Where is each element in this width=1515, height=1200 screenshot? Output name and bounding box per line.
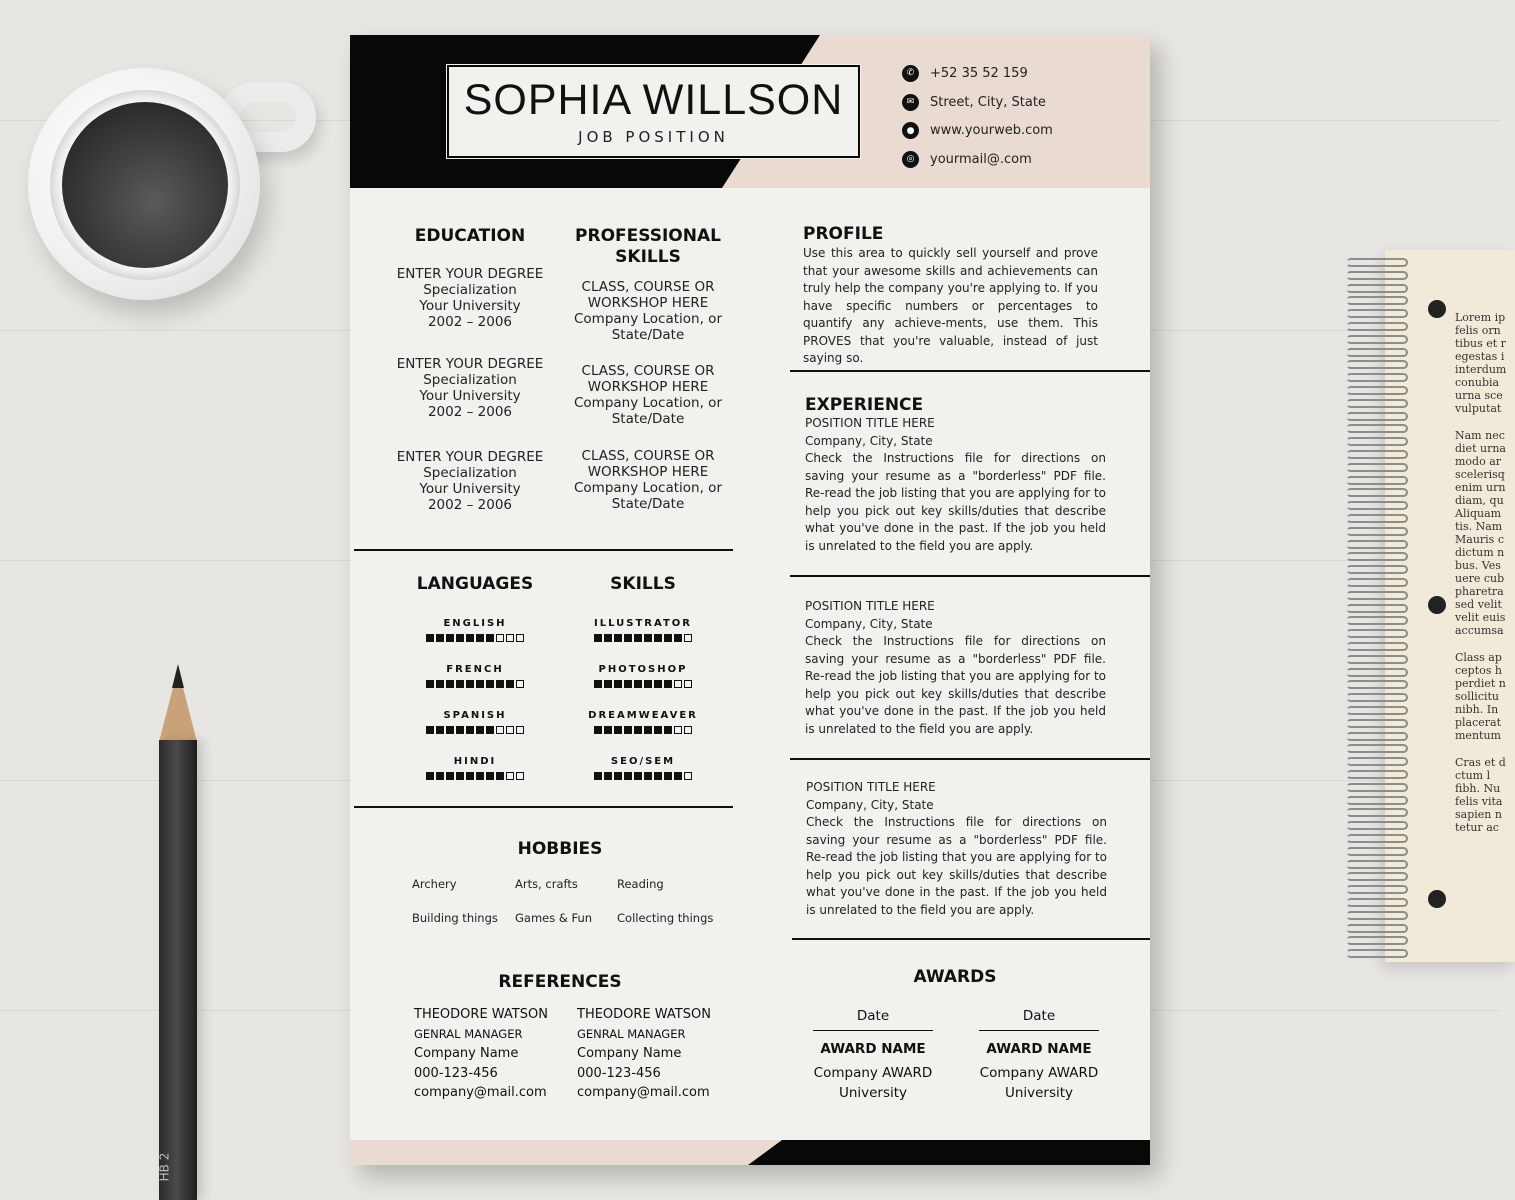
rating-label: HINDI [453,756,497,767]
award-item [813,1008,933,1103]
rating-square-filled [456,726,464,734]
course-date: State/Date [611,411,685,427]
rating-square-filled [466,726,474,734]
notebook-hole [1428,300,1446,318]
rating-square-filled [634,634,642,642]
spiral-ring [1346,706,1408,715]
position-title: POSITION TITLE HERE [805,416,935,430]
rating-square-empty [674,680,682,688]
award-university: University [838,1085,908,1101]
course-name: CLASS, COURSE OR [581,448,715,464]
rating-square-filled [614,726,622,734]
rating-bar [563,726,723,734]
rating-square-filled [634,726,642,734]
profile-text: Use this area to quickly sell yourself and prove that your awesome skills and achievements can truly help the company you're applying to. If you have specific numbers or percentages to quantify any achieve-ments, use them. This PROVES that you're valuable, instead of just saying so. [803,246,1098,365]
experience-item [806,779,1107,919]
section-heading: HOBBIES [517,839,603,859]
rating-square-filled [426,634,434,642]
spiral-ring [1346,591,1408,600]
years: 2002 – 2006 [427,314,513,330]
position-description: Check the Instructions file for directions on saving your resume as a "borderless" PDF file. Re-read the job listing that you are applying for to help you pick out key skills/duties that describe what you've done in the past. If the job you held is unrelated to the field you are apply. [805,451,1106,553]
spiral-ring [1346,757,1408,766]
rating-square-filled [446,772,454,780]
rating-square-filled [644,680,652,688]
rating-item [395,710,555,756]
spiral-ring [1346,309,1408,318]
pencil-label: HB 2 [157,1152,172,1182]
spiral-ring [1346,360,1408,369]
rating-square-filled [654,634,662,642]
rating-square-filled [654,772,662,780]
hobby-item: Games & Fun [515,911,593,925]
divider [790,370,1150,372]
spiral-ring [1346,322,1408,331]
section-heading: SKILLS [615,247,681,267]
rating-bar [395,680,555,688]
rating-square-filled [486,726,494,734]
education-item [390,356,550,420]
spiral-ring [1346,911,1408,920]
rating-square-empty [516,772,524,780]
rating-square-filled [614,634,622,642]
spiral-ring [1346,565,1408,574]
rating-square-empty [506,634,514,642]
rating-item [563,664,723,710]
rating-square-filled [624,634,632,642]
globe-icon: ◎ [902,151,919,168]
spiral-ring [1346,373,1408,382]
rating-label: SEO/SEM [610,756,676,767]
rating-square-empty [684,680,692,688]
rating-item [395,618,555,664]
contact-text: yourmail@.com [930,151,1032,167]
rating-square-filled [476,680,484,688]
hobby-item: Collecting things [617,911,714,925]
position-company: Company, City, State [806,797,934,812]
course-location: Company Location, or [573,395,722,411]
experience-item [805,395,1106,555]
rating-square-filled [634,680,642,688]
reference-title: GENRAL MANAGER [577,1026,686,1041]
hobby-item: Arts, crafts [515,877,578,891]
rating-square-empty [516,726,524,734]
reference-email: company@mail.com [577,1085,710,1100]
rating-item [395,664,555,710]
rating-square-filled [654,680,662,688]
spiral-ring [1346,821,1408,830]
rating-square-filled [644,726,652,734]
notebook-hole [1428,890,1446,908]
contact-phone [902,59,1053,88]
specialization: Specialization [423,465,517,481]
spiral-ring [1346,348,1408,357]
rating-square-filled [486,680,494,688]
spiral-ring [1346,936,1408,945]
spiral-ring [1346,399,1408,408]
rating-square-filled [496,772,504,780]
spiral-ring [1346,655,1408,664]
references-section [480,972,640,992]
hobby-item: Building things [412,911,498,925]
rating-square-empty [496,726,504,734]
rating-square-filled [446,726,454,734]
university: Your University [419,298,521,314]
specialization: Specialization [423,282,517,298]
rating-square-filled [664,726,672,734]
degree: ENTER YOUR DEGREE [396,356,544,372]
pencil-lead [172,664,184,688]
years: 2002 – 2006 [427,497,513,513]
rating-square-filled [456,634,464,642]
contact-list [902,59,1053,174]
reference-phone: 000-123-456 [577,1065,661,1081]
spiral-ring [1346,335,1408,344]
hobby-item: Archery [412,877,457,891]
professional-skills-section [568,226,728,268]
pencil [159,740,197,1200]
divider [790,758,1150,760]
rating-square-filled [624,772,632,780]
location-pin-icon: ● [902,122,919,139]
course-location: Company Location, or [573,480,722,496]
profile-section [803,224,1098,368]
course-name: CLASS, COURSE OR [581,279,715,295]
rating-square-filled [664,634,672,642]
spiral-ring [1346,514,1408,523]
rating-square-filled [674,772,682,780]
rating-square-empty [496,634,504,642]
rating-square-empty [674,726,682,734]
university: Your University [419,481,521,497]
reference-name: THEODORE WATSON [577,1007,711,1022]
rating-bar [395,726,555,734]
notebook-hole [1428,596,1446,614]
position-company: Company, City, State [805,616,933,631]
rating-square-filled [456,680,464,688]
award-name: AWARD NAME [820,1041,926,1057]
rating-square-filled [466,634,474,642]
contact-email [902,145,1053,174]
spiral-ring [1346,783,1408,792]
spiral-ring [1346,386,1408,395]
section-heading: SKILLS [610,574,676,594]
rating-square-filled [466,772,474,780]
degree: ENTER YOUR DEGREE [396,266,544,282]
spiral-ring [1346,808,1408,817]
rating-bar [563,772,723,780]
course-location: Company Location, or [573,311,722,327]
specialization: Specialization [423,372,517,388]
experience-item [805,598,1106,738]
contact-text: Street, City, State [930,94,1046,110]
spiral-ring [1346,463,1408,472]
rating-square-empty [684,726,692,734]
course-item [568,363,728,427]
notebook-paragraph: Lorem ip felis orn tibus et r egestas i interdum conubia urna sce vulputat [1455,311,1507,415]
hobby-item: Reading [617,877,664,891]
rating-square-filled [486,772,494,780]
rating-bar [395,772,555,780]
divider [792,938,1150,940]
spiral-ring [1346,847,1408,856]
candidate-name: SOPHIA WILLSON [463,76,844,124]
rating-item [395,756,555,802]
award-date: Date [979,1008,1099,1031]
spiral-ring [1346,271,1408,280]
rating-square-filled [476,772,484,780]
spiral-ring [1346,284,1408,293]
university: Your University [419,388,521,404]
spiral-ring [1346,296,1408,305]
rating-square-empty [506,772,514,780]
course-item [568,448,728,512]
spiral-ring [1346,949,1408,958]
rating-square-filled [614,772,622,780]
rating-bar [395,634,555,642]
rating-square-filled [624,680,632,688]
rating-square-filled [614,680,622,688]
reference-company: Company Name [414,1046,519,1061]
spiral-ring [1346,527,1408,536]
education-item [390,266,550,330]
reference-item [414,1005,548,1103]
spiral-ring [1346,924,1408,933]
spiral-ring [1346,744,1408,753]
degree: ENTER YOUR DEGREE [396,449,544,465]
rating-square-filled [436,680,444,688]
spiral-ring [1346,616,1408,625]
section-heading: REFERENCES [498,972,622,992]
reference-title: GENRAL MANAGER [414,1026,523,1041]
course-name: WORKSHOP HERE [587,464,709,480]
position-title: POSITION TITLE HERE [805,599,935,613]
spiral-ring [1346,642,1408,651]
hobbies-section [480,839,640,859]
rating-square-filled [604,726,612,734]
course-date: State/Date [611,496,685,512]
rating-square-filled [594,634,602,642]
section-heading: EXPERIENCE [805,395,924,415]
spiral-ring [1346,540,1408,549]
rating-label: SPANISH [443,710,507,721]
job-position: JOB POSITION [578,128,729,146]
rating-square-filled [594,680,602,688]
position-description: Check the Instructions file for directions on saving your resume as a "borderless" PDF file. Re-read the job listing that you are applying for to help you pick out key skills/duties that describe what you've done in the past. If the job you held is unrelated to the field you are apply. [805,634,1106,736]
rating-square-filled [446,634,454,642]
rating-square-empty [684,634,692,642]
spiral-ring [1346,629,1408,638]
spiral-ring [1346,860,1408,869]
rating-square-filled [486,634,494,642]
rating-square-filled [436,726,444,734]
course-name: WORKSHOP HERE [587,379,709,395]
rating-square-filled [506,680,514,688]
rating-square-filled [624,726,632,734]
education-item [390,449,550,513]
rating-square-empty [506,726,514,734]
rating-label: DREAMWEAVER [588,710,698,721]
course-date: State/Date [611,327,685,343]
reference-email: company@mail.com [414,1085,547,1100]
rating-square-filled [466,680,474,688]
spiral-ring [1346,578,1408,587]
name-box [447,65,860,158]
award-company: Company AWARD [813,1065,933,1081]
spiral-ring [1346,872,1408,881]
rating-square-empty [684,772,692,780]
skill-list [563,618,723,802]
spiral-ring [1346,834,1408,843]
rating-square-filled [446,680,454,688]
reference-name: THEODORE WATSON [414,1007,548,1022]
contact-web [902,116,1053,145]
rating-label: ILLUSTRATOR [594,618,692,629]
rating-square-filled [426,726,434,734]
notebook-paragraph: Class ap ceptos h perdiet n sollicitu nibh. In placerat mentum [1455,651,1506,742]
spiral-ring [1346,488,1408,497]
rating-item [563,756,723,802]
coffee [62,102,228,268]
spiral-ring [1346,501,1408,510]
rating-square-filled [436,772,444,780]
spiral-ring [1346,604,1408,613]
rating-square-filled [604,634,612,642]
rating-bar [563,680,723,688]
position-company: Company, City, State [805,433,933,448]
rating-square-filled [674,634,682,642]
award-university: University [1004,1085,1074,1101]
rating-label: FRENCH [446,664,504,675]
rating-square-filled [476,634,484,642]
section-heading: PROFILE [803,224,884,244]
envelope-icon: ✉ [902,94,919,111]
rating-bar [563,634,723,642]
spiral-ring [1346,476,1408,485]
spiral-ring [1346,732,1408,741]
spiral-ring [1346,885,1408,894]
rating-square-empty [516,680,524,688]
contact-text: +52 35 52 159 [930,65,1028,81]
contact-address [902,88,1053,117]
spiral-ring [1346,719,1408,728]
course-name: CLASS, COURSE OR [581,363,715,379]
spiral-ring [1346,424,1408,433]
rating-square-filled [654,726,662,734]
reference-company: Company Name [577,1046,682,1061]
section-heading: EDUCATION [414,226,526,246]
spiral-ring [1346,412,1408,421]
rating-item [563,618,723,664]
position-description: Check the Instructions file for directions on saving your resume as a "borderless" PDF file. Re-read the job listing that you are applying for to help you pick out key skills/duties that describe what you've done in the past. If the job you held is unrelated to the field you are apply. [806,815,1107,917]
awards-section [875,967,1035,987]
rating-square-filled [426,772,434,780]
section-heading: AWARDS [913,967,997,987]
spiral-ring [1346,796,1408,805]
languages-section [395,574,555,594]
rating-square-filled [644,772,652,780]
rating-square-filled [496,680,504,688]
rating-square-filled [476,726,484,734]
reference-item [577,1005,711,1103]
notebook-paragraph: Cras et d ctum l fibh. Nu felis vita sapien n tetur ac [1455,756,1506,834]
course-item [568,279,728,343]
rating-label: PHOTOSHOP [598,664,688,675]
divider [354,549,733,551]
rating-square-filled [664,772,672,780]
award-item [979,1008,1099,1103]
spiral-ring [1346,898,1408,907]
rating-square-empty [516,634,524,642]
notebook-paragraph: Nam nec diet urna modo ar scelerisq enim urn diam, qu Aliquam tis. Nam Mauris c dictum n bus. Ves uere cub pharetra sed velit velit euis accumsa [1455,429,1506,637]
position-title: POSITION TITLE HERE [806,780,936,794]
spiral-ring [1346,450,1408,459]
award-name: AWARD NAME [986,1041,1092,1057]
award-date: Date [813,1008,933,1031]
rating-square-filled [456,772,464,780]
rating-square-filled [594,772,602,780]
rating-square-filled [604,772,612,780]
spiral-ring [1346,680,1408,689]
years: 2002 – 2006 [427,404,513,420]
rating-square-filled [644,634,652,642]
course-name: WORKSHOP HERE [587,295,709,311]
skills-section [563,574,723,594]
rating-square-filled [436,634,444,642]
rating-label: ENGLISH [443,618,507,629]
spiral-ring [1346,668,1408,677]
rating-square-filled [604,680,612,688]
rating-square-filled [594,726,602,734]
resume-page [350,35,1150,1165]
education-section [390,226,550,246]
contact-text: www.yourweb.com [930,123,1053,139]
award-company: Company AWARD [979,1065,1099,1081]
notebook-text [1455,311,1515,834]
rating-item [563,710,723,756]
section-heading: PROFESSIONAL [575,226,721,246]
spiral-ring [1346,552,1408,561]
divider [790,575,1150,577]
spiral-ring [1346,770,1408,779]
section-heading: LANGUAGES [416,574,534,594]
reference-phone: 000-123-456 [414,1065,498,1081]
phone-icon: ✆ [902,65,919,82]
spiral-ring [1346,693,1408,702]
rating-square-filled [634,772,642,780]
rating-square-filled [426,680,434,688]
rating-square-filled [664,680,672,688]
spiral-ring [1346,258,1408,267]
language-list [395,618,555,802]
spiral-ring [1346,437,1408,446]
divider [354,806,733,808]
